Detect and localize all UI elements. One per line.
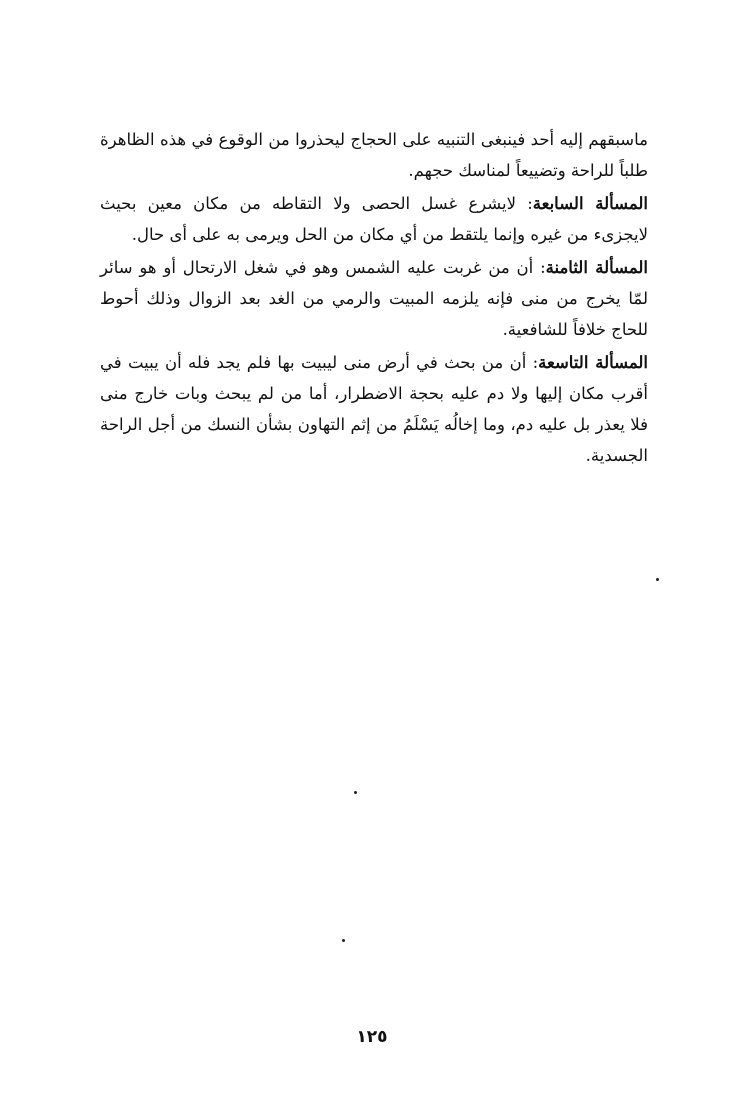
section-ninth	[100, 347, 648, 471]
scan-speck	[342, 939, 345, 942]
section-body: : أن من بحث في أرض منى ليبيت بها فلم يجد فله أن يبيت في أقرب مكان إليها ولا دم عليه بحجة الاضطرار، أما من لم يبحث وبات خارج منى فلا يعذر بل عليه دم، وما إخالُه يَسْلَمُ من إثم التهاون بشأن النسك من أجل الراحة الجسدية.	[100, 353, 648, 465]
section-heading: المسألة السابعة	[532, 194, 648, 213]
section-heading: المسألة التاسعة	[538, 353, 648, 372]
section-body: : لايشرع غسل الحصى ولا التقاطه من مكان معين بحيث لايجزىء من غيره وإنما يلتقط من أي مكان من الحل ويرمى به على أى حال.	[100, 194, 648, 244]
section-eighth	[100, 252, 648, 345]
scan-speck	[354, 791, 357, 794]
intro-paragraph: ماسبقهم إليه أحد فينبغى التنبيه على الحجاج ليحذروا من الوقوع في هذه الظاهرة طلباً للراحة وتضييعاً لمناسك حجهم.	[100, 130, 648, 180]
body-text	[100, 124, 648, 473]
section-seventh	[100, 188, 648, 250]
section-heading: المسألة الثامنة	[545, 258, 649, 277]
page-number: ١٢٥	[356, 1027, 388, 1047]
section-body: : أن من غربت عليه الشمس وهو في شغل الارتحال أو هو سائر لمّا يخرج من منى فإنه يلزمه المبيت والرمي من الغد بعد الزوال وذلك أحوط للحاج خلافاً للشافعية.	[100, 258, 648, 339]
scan-speck	[656, 578, 659, 581]
